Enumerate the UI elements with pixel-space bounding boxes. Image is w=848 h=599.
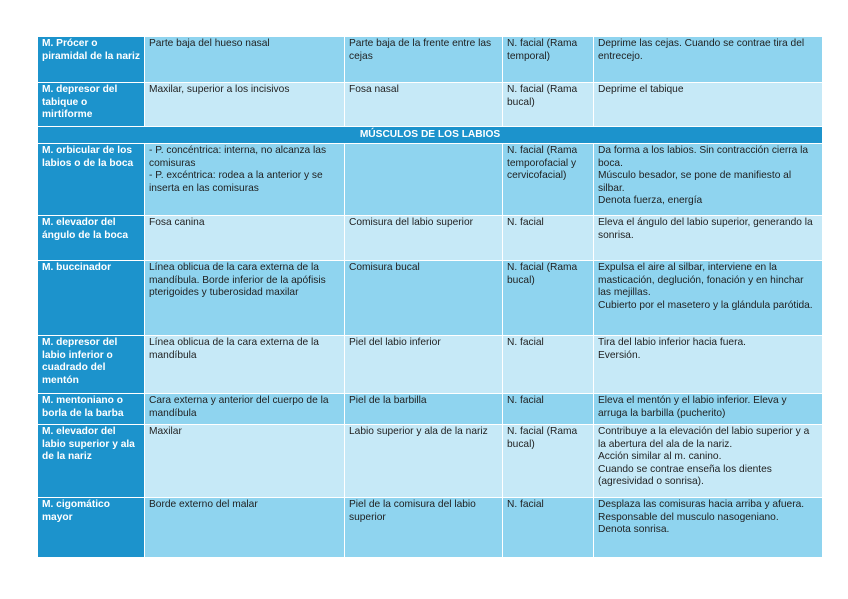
origin-cell [145, 394, 345, 425]
nerve-text: N. facial (Rama bucal) [507, 262, 578, 286]
origin-text: Parte baja del hueso nasal [149, 38, 270, 49]
insertion-cell [345, 261, 503, 336]
function-cell [594, 425, 823, 498]
origin-text: - P. excéntrica: rodea a la anterior y se inserta en las comisuras [149, 170, 323, 194]
muscle-name: M. depresor del tabique o mirtiforme [42, 84, 118, 121]
muscle-name: M. buccinador [42, 262, 112, 273]
origin-cell [145, 425, 345, 498]
nerve-text: N. facial [507, 217, 544, 228]
function-cell [594, 394, 823, 425]
table-row [38, 498, 823, 558]
muscle-name: M. elevador del labio superior y ala de la nariz [42, 426, 135, 463]
insertion-cell [345, 498, 503, 558]
nerve-cell [503, 261, 594, 336]
muscle-name: M. mentoniano o borla de la barba [42, 395, 124, 419]
function-text: Cubierto por el masetero y la glándula parótida. [598, 299, 813, 311]
nerve-cell [503, 83, 594, 127]
origin-text: Fosa canina [149, 217, 205, 228]
table-row [38, 394, 823, 425]
function-text: Eleva el mentón y el labio inferior. Eleva y arruga la barbilla (pucherito) [598, 395, 787, 419]
insertion-cell [345, 37, 503, 83]
function-cell [594, 336, 823, 394]
nerve-cell [503, 144, 594, 216]
function-text: Eversión. [598, 349, 641, 361]
origin-text: Cara externa y anterior del cuerpo de la mandíbula [149, 395, 329, 419]
table-row [38, 144, 823, 216]
section-header-row [38, 127, 823, 144]
nerve-text: N. facial [507, 499, 544, 510]
insertion-cell [345, 144, 503, 216]
table-row [38, 425, 823, 498]
origin-text: Borde externo del malar [149, 499, 258, 510]
muscle-name-cell [38, 261, 145, 336]
function-text: Cuando se contrae enseña los dientes (agresividad o sonrisa). [598, 463, 772, 488]
insertion-cell [345, 394, 503, 425]
nerve-cell [503, 37, 594, 83]
muscle-name-cell [38, 394, 145, 425]
nerve-cell [503, 216, 594, 261]
function-text: Da forma a los labios. Sin contracción cierra la boca. [598, 145, 809, 169]
muscle-name-cell [38, 83, 145, 127]
muscle-name-cell [38, 336, 145, 394]
function-text: Músculo besador, se pone de manifiesto al silbar. [598, 170, 792, 194]
function-cell [594, 144, 823, 216]
nerve-text: N. facial [507, 395, 544, 406]
nerve-cell [503, 498, 594, 558]
insertion-text: Piel de la barbilla [349, 395, 427, 406]
nerve-cell [503, 336, 594, 394]
insertion-text: Parte baja de la frente entre las cejas [349, 38, 492, 62]
muscle-name: M. orbicular de los labios o de la boca [42, 145, 134, 169]
nerve-text: N. facial (Rama bucal) [507, 84, 578, 108]
insertion-cell [345, 336, 503, 394]
origin-cell [145, 261, 345, 336]
origin-cell [145, 498, 345, 558]
insertion-cell [345, 216, 503, 261]
insertion-cell [345, 83, 503, 127]
origin-text: Maxilar [149, 426, 182, 437]
function-cell [594, 498, 823, 558]
insertion-text: Labio superior y ala de la nariz [349, 426, 488, 437]
muscle-name-cell [38, 216, 145, 261]
muscle-name: M. cigomático mayor [42, 499, 110, 523]
origin-text: Maxilar, superior a los incisivos [149, 84, 290, 95]
function-text: Deprime el tabique [598, 84, 684, 95]
table-row [38, 83, 823, 127]
function-text: Desplaza las comisuras hacia arriba y afuera. Responsable del musculo nasogeniano. [598, 499, 805, 523]
muscle-name-cell [38, 144, 145, 216]
muscle-name-cell [38, 498, 145, 558]
insertion-text: Fosa nasal [349, 84, 399, 95]
table-row [38, 37, 823, 83]
muscle-name: M. Prócer o piramidal de la nariz [42, 38, 140, 62]
table-row [38, 261, 823, 336]
function-text: Expulsa el aire al silbar, interviene en la masticación, deglución, fonación y en hinchar las mejillas. [598, 262, 804, 299]
function-text: Deprime las cejas. Cuando se contrae tira del entrecejo. [598, 38, 805, 62]
muscle-name: M. depresor del labio inferior o cuadrado del mentón [42, 337, 118, 386]
table-body [38, 37, 823, 558]
origin-cell [145, 83, 345, 127]
origin-cell [145, 37, 345, 83]
function-cell [594, 83, 823, 127]
insertion-text: Piel del labio inferior [349, 337, 441, 348]
nerve-text: N. facial (Rama temporal) [507, 38, 578, 62]
insertion-text: Comisura bucal [349, 262, 420, 273]
nerve-cell [503, 394, 594, 425]
origin-text: - P. concéntrica: interna, no alcanza las comisuras [149, 145, 327, 169]
insertion-text: Comisura del labio superior [349, 217, 474, 228]
muscle-table [37, 36, 823, 558]
table-row [38, 336, 823, 394]
origin-text: Línea oblicua de la cara externa de la mandíbula [149, 337, 319, 361]
function-text: Eleva el ángulo del labio superior, generando la sonrisa. [598, 217, 813, 241]
nerve-text: N. facial [507, 337, 544, 348]
insertion-cell [345, 425, 503, 498]
nerve-text: N. facial (Rama temporofacial y cervicofacial) [507, 145, 578, 182]
function-cell [594, 261, 823, 336]
function-cell [594, 37, 823, 83]
muscle-name-cell [38, 37, 145, 83]
function-text: Contribuye a la elevación del labio superior y a la abertura del ala de la nariz. [598, 426, 810, 450]
nerve-text: N. facial (Rama bucal) [507, 426, 578, 450]
section-title: MÚSCULOS DE LOS LABIOS [38, 127, 823, 144]
function-cell [594, 216, 823, 261]
muscle-name-cell [38, 425, 145, 498]
function-text: Tira del labio inferior hacia fuera. [598, 337, 746, 348]
insertion-text: Piel de la comisura del labio superior [349, 499, 476, 523]
function-text: Denota sonrisa. [598, 524, 670, 536]
function-text: Acción similar al m. canino. [598, 451, 722, 463]
origin-cell [145, 216, 345, 261]
origin-cell [145, 336, 345, 394]
muscle-name: M. elevador del ángulo de la boca [42, 217, 129, 241]
origin-text: Línea oblicua de la cara externa de la mandíbula. Borde inferior de la apófisis pterigoides y tuberosidad maxilar [149, 262, 326, 299]
origin-cell [145, 144, 345, 216]
table-row [38, 216, 823, 261]
function-text: Denota fuerza, energía [598, 195, 703, 207]
nerve-cell [503, 425, 594, 498]
